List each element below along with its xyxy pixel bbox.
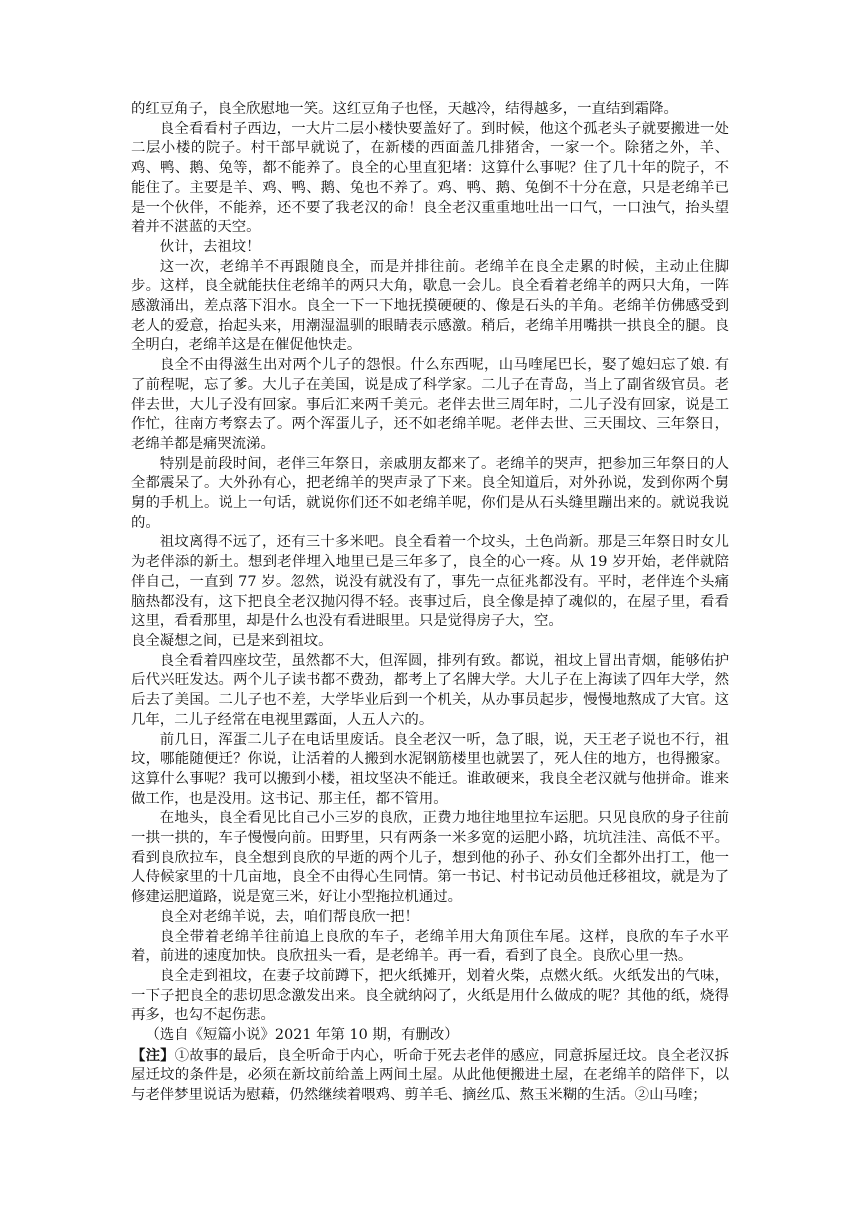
paragraph: 良全对老绵羊说，去，咱们帮良欣一把！ bbox=[159, 908, 419, 925]
paragraph: 良全带着老绵羊往前追上良欣的车子，老绵羊用大角顶住车尾。这样，良欣的车子水平着，前进的速度加快。良欣扭头一看，是老绵羊。再一看，看到了良全。良欣心里一热。 bbox=[131, 928, 729, 965]
note-label: 【注】 bbox=[131, 1046, 175, 1064]
paragraph: 良全看着四座坟茔，虽然都不大，但浑圆，排列有致。都说，祖坟上冒出青烟，能够佑护后代兴旺发达。两个儿子读书都不费劲，都考上了名牌大学。大儿子在上海读了四年大学，然后去了美国。二儿子也不差，大学毕业后到一个机关，从办事员起步，慢慢地熬成了大官。这几年，二儿子经常在电视里露面，人五人六的。 bbox=[131, 652, 729, 728]
paragraph: 良全凝想之间，已是来到祖坟。 bbox=[131, 632, 333, 649]
paragraph: 特别是前段时间，老伴三年祭日，亲戚朋友都来了。老绵羊的哭声，把参加三年祭日的人全都震呆了。大外孙有心，把老绵羊的哭声录了下来。良全知道后，对外孙说，发到你两个舅舅的手机上。说上一句话，就说你们还不如老绵羊呢，你们是从石头缝里蹦出来的。就说我说的。 bbox=[131, 455, 729, 531]
story-text bbox=[131, 100, 729, 1106]
paragraph: 良全不由得滋生出对两个儿子的怨恨。什么东西呢，山马喹尾巴长，娶了媳妇忘了娘. 有了前程呢，忘了爹。大儿子在美国，说是成了科学家。二儿子在青岛，当上了副省级官员。老伴去世，大儿子没有回家。事后汇来两千美元。老伴去世三周年时，二儿子没有回家，说是工作忙，往南方考察去了。两个浑蛋儿子，还不如老绵羊呢。老伴去世、三天围坟、三年祭日，老绵羊都是痛哭流涕。 bbox=[131, 357, 729, 452]
paragraph: 良全看看村子西边，一大片二层小楼快要盖好了。到时候，他这个孤老头子就要搬进一处二层小楼的院子。村干部早就说了，在新楼的西面盖几排猪舍，一家一个。除猪之外，羊、鸡、鸭、鹅、兔等，都不能养了。良全的心里直犯堵：这算什么事呢？住了几十年的院子，不能住了。主要是羊、鸡、鸭、鹅、兔也不养了。鸡、鸭、鹅、兔倒不十分在意，只是老绵羊已是一个伙伴，不能养，还不要了我老汉的命！良全老汉重重地吐出一口气，一口浊气，抬头望着并不湛蓝的天空。 bbox=[131, 120, 729, 236]
paragraph: 这一次，老绵羊不再跟随良全，而是并排往前。老绵羊在良全走累的时候，主动止住脚步。这样，良全就能扶住老绵羊的两只大角，歇息一会儿。良全看着老绵羊的两只大角，一阵感激涌出，差点落下泪水。良全一下一下地抚摸硬硬的、像是石头的羊角。老绵羊仿佛感受到老人的爱意，抬起头来，用潮湿温驯的眼睛表示感激。稍后，老绵羊用嘴拱一拱良全的腿。良全明白，老绵羊这是在催促他快走。 bbox=[131, 258, 729, 354]
paragraph: 伙计，去祖坟！ bbox=[159, 238, 261, 255]
paragraph: 在地头，良全看见比自己小三岁的良欣，正费力地往地里拉车运肥。只见良欣的身子往前一拱一拱的，车子慢慢向前。田野里，只有两条一米多宽的运肥小路，坑坑洼洼、高低不平。看到良欣拉车，良全想到良欣的早逝的两个儿子，想到他的孙子、孙女们全都外出打工，他一人侍候家里的十几亩地，良全不由得心生同情。第一书记、村书记动员他迁移祖坟，就是为了修建运肥道路，说是宽三米，好让小型拖拉机通过。 bbox=[131, 810, 729, 906]
note-paragraph bbox=[131, 1046, 729, 1106]
paragraph: 的红豆角子，良全欣慰地一笑。这红豆角子也怪，天越冷，结得越多，一直结到霜降。 bbox=[131, 101, 678, 117]
note-text: ①故事的最后，良全听命于内心，听命于死去老伴的感应，同意拆屋迁坟。良全老汉拆屋迁坟的条件是，必须在新坟前给盖上两间土屋。从此他便搬进土屋，在老绵羊的陪伴下，以与老伴梦里说话为慰藉，仍然继续着喂鸡、剪羊毛、摘丝瓜、熬玉米糊的生活。②山马喹； bbox=[131, 1047, 729, 1104]
source-citation: （选自《短篇小说》2021 年第 10 期，有删改） bbox=[145, 1027, 459, 1044]
paragraph: 前几日，浑蛋二儿子在电话里废话。良全老汉一听，急了眼，说，天王老子说也不行，祖坟，哪能随便迁？你说，让活着的人搬到水泥钢筋楼里也就罢了，死人住的地方，也得搬家。这算什么事呢？我可以搬到小楼，祖坟坚决不能迁。谁敢硬来，我良全老汉就与他拼命。谁来做工作，也是没用。这书记、那主任，都不管用。 bbox=[131, 731, 729, 807]
paragraph: 祖坟离得不远了，还有三十多米吧。良全看着一个坟头，土色尚新。那是三年祭日时女儿为老伴添的新土。想到老伴埋入地里已是三年多了，良全的心一疼。从 19 岁开始，老伴就陪伴自己，一直到 77 岁。忽然，说没有就没有了，事先一点征兆都没有。平时，老伴连个头痛脑热都没有，这下把良全老汉抛闪得不轻。丧事过后，良全像是掉了魂似的，在屋子里，看看这里，看看那里，却是什么也没有看进眼里。只是觉得房子大，空。 bbox=[131, 534, 729, 630]
paragraph: 良全走到祖坟，在妻子坟前蹲下，把火纸摊开，划着火柴，点燃火纸。火纸发出的气味，一下子把良全的悲切思念激发出来。良全就纳闷了，火纸是用什么做成的呢？其他的纸，烧得再多，也勾不起伤悲。 bbox=[131, 967, 729, 1024]
